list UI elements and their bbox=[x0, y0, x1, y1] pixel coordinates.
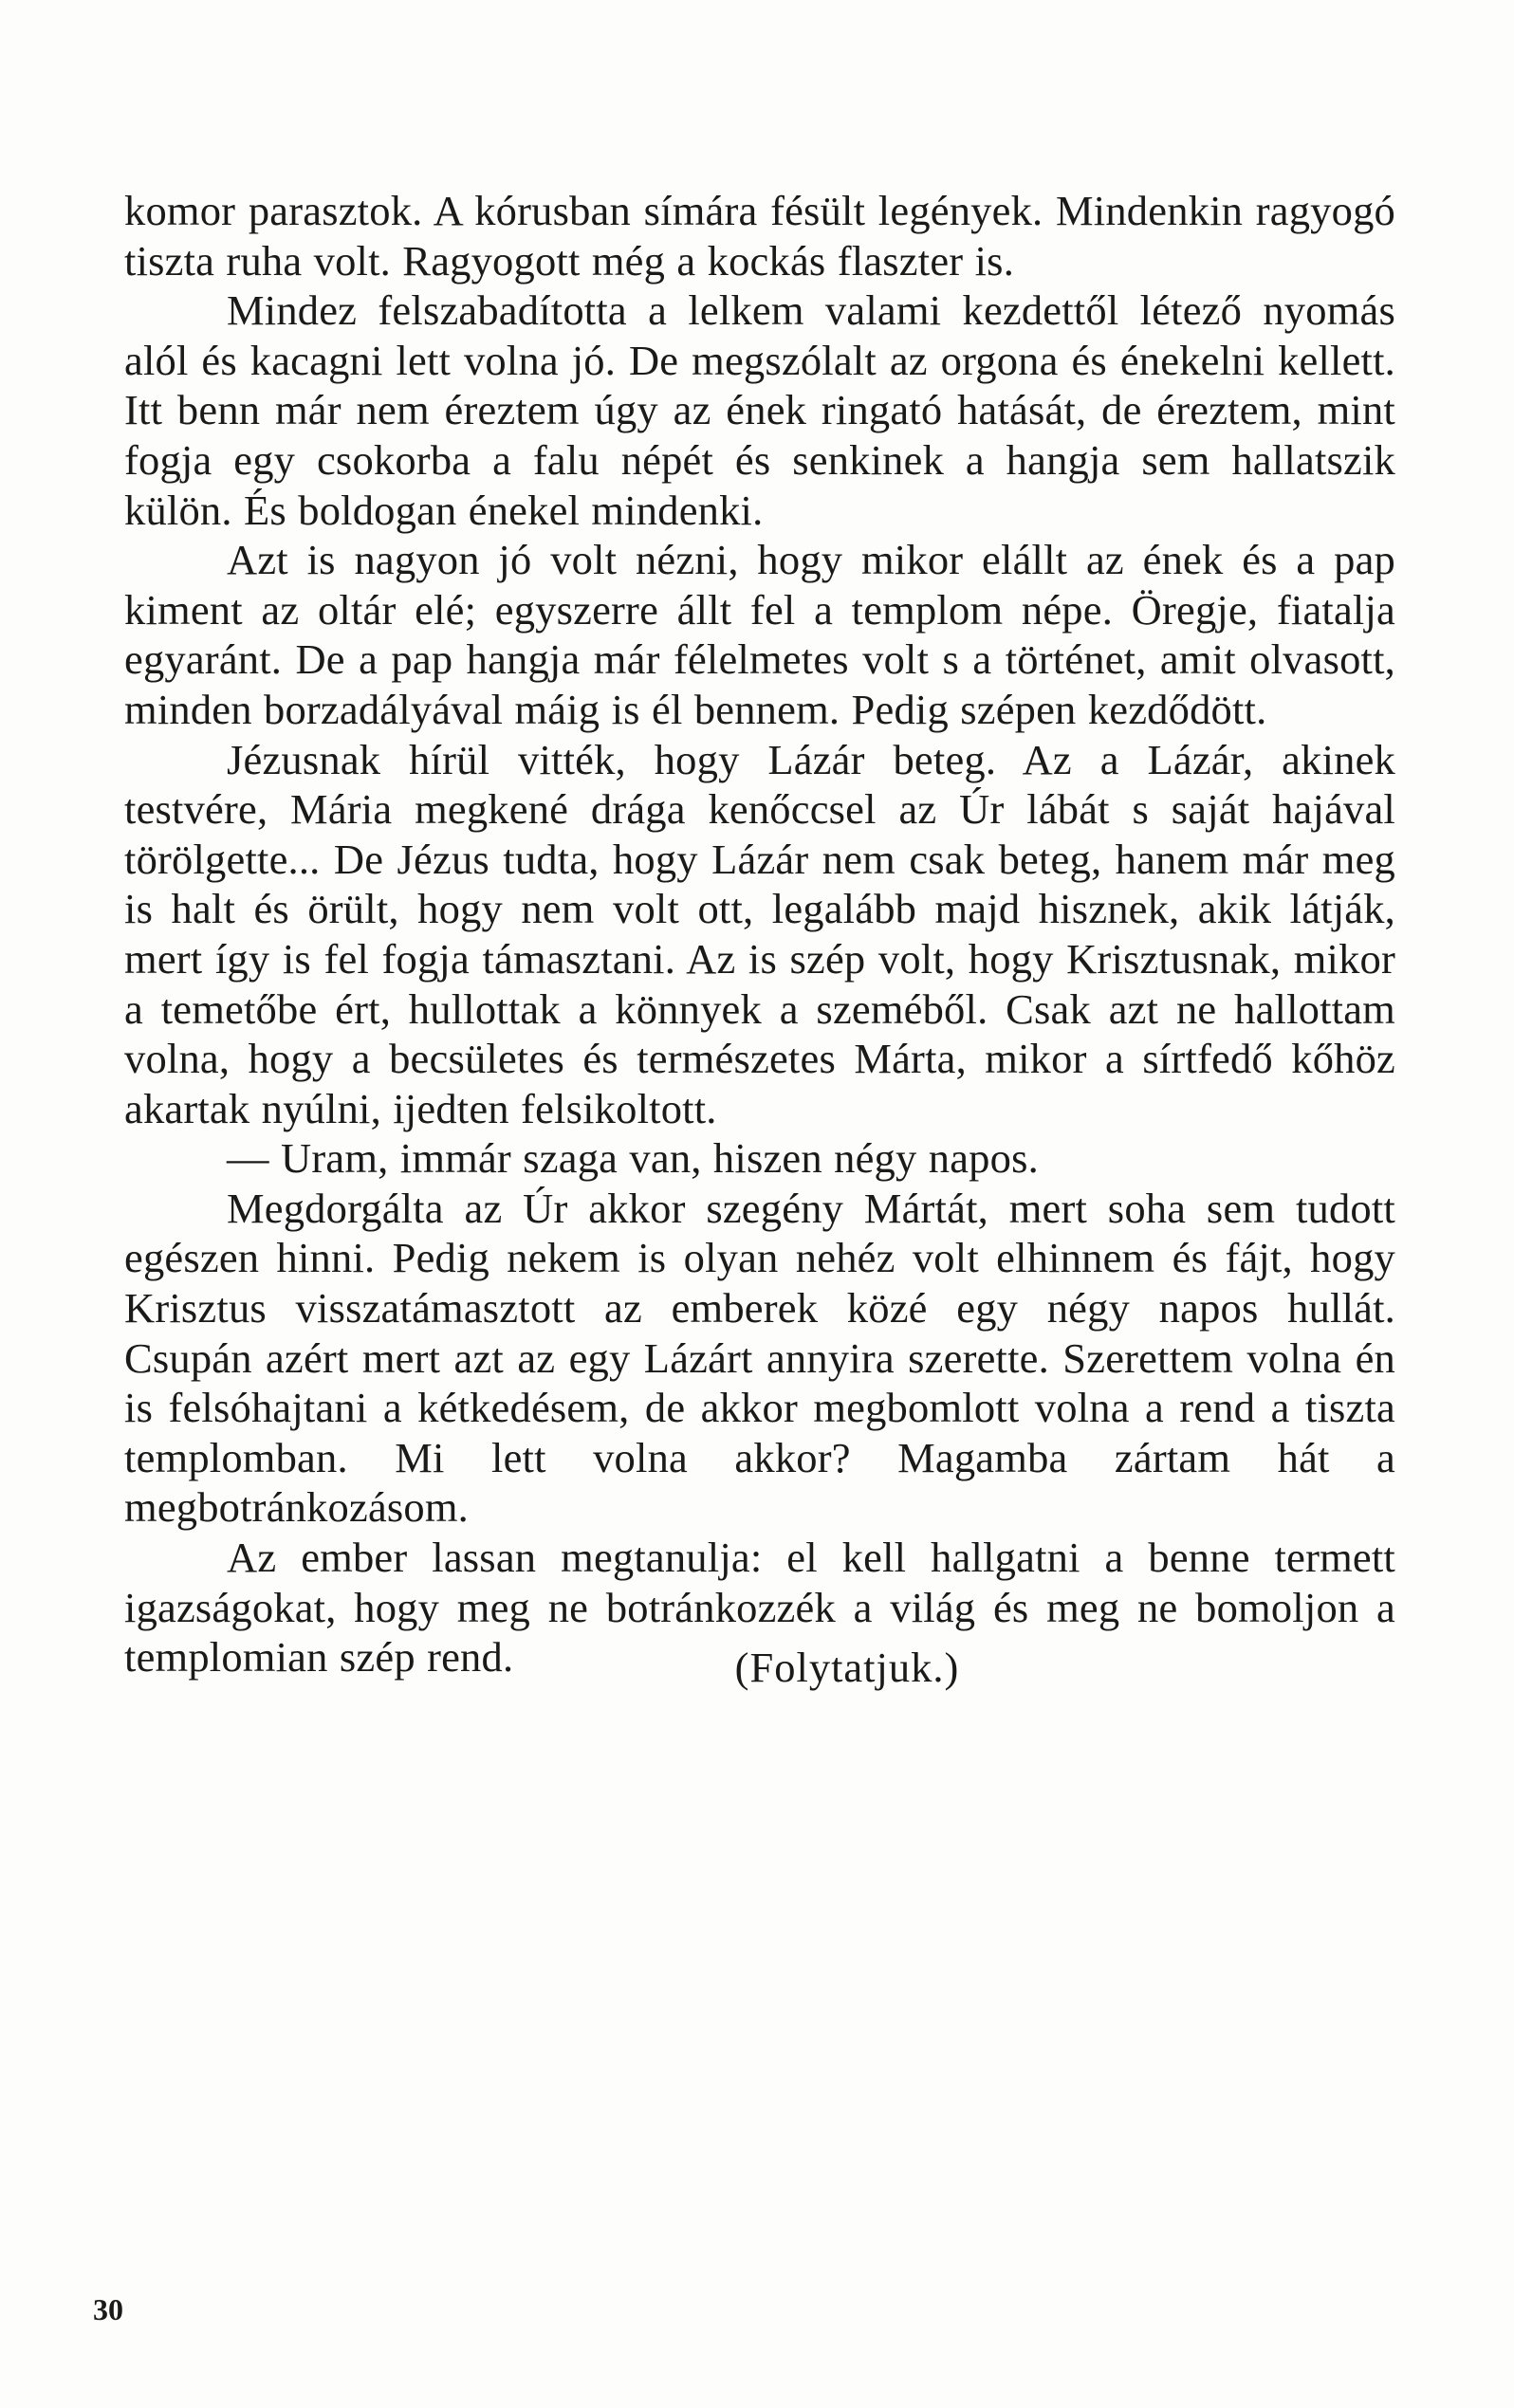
paragraph-1: komor parasztok. A kórusban símára fésült legények. Mindenkin ragyogó tiszta ruha volt. Ragyogott még a kockás flaszter is. bbox=[124, 187, 1395, 285]
dialog-line: — Uram, immár szaga van, hiszen négy napos. bbox=[227, 1134, 1039, 1183]
paragraph-2: Mindez felszabadította a lelkem valami kezdettől létező nyomás alól és kacagni lett volna jó. De megszólalt az orgona és énekelni kellett. Itt benn már nem éreztem úgy az ének ringató hatását, de éreztem, mint fogja egy csokorba a falu népét és senkinek a hangja sem hallatszik külön. És boldogan énekel mindenki. bbox=[124, 286, 1395, 534]
body-text bbox=[124, 186, 1395, 1682]
paragraph-7: Az ember lassan megtanulja: el kell hallgatni a benne termett igazságokat, hogy meg ne botránkozzék a világ és meg ne bomoljon a templomian szép rend. bbox=[124, 1534, 1395, 1682]
paragraph-4: Jézusnak hírül vitték, hogy Lázár beteg. Az a Lázár, akinek testvére, Mária megkené drága kenőccsel az Úr lábát s saját hajával törölgette... De Jézus tudta, hogy Lázár nem csak beteg, hanem már meg is halt és örült, hogy nem volt ott, legalább majd hisznek, akik látják, mert így is fel fogja támasztani. Az is szép volt, hogy Krisztusnak, mikor a temetőbe ért, hullottak a könnyek a szeméből. Csak azt ne hallottam volna, hogy a becsületes és természetes Márta, mikor a sírtfedő kőhöz akartak nyúlni, ijedten felsikoltott. bbox=[124, 735, 1395, 1132]
paragraph-6: Megdorgálta az Úr akkor szegény Mártát, mert soha sem tudott egészen hinni. Pedig nekem is olyan nehéz volt elhinnem és fájt, hogy Krisztus visszatámasztott az emberek közé egy négy napos hullát. Csupán azért mert azt az egy Lázárt annyira szerette. Szerettem volna én is felsóhajtani a kétkedésem, de akkor megbomlott volna a rend a tiszta templomban. Mi lett volna akkor? Magamba zártam hát a megbotránkozásom. bbox=[124, 1184, 1395, 1532]
page-number: 30 bbox=[93, 2292, 123, 2326]
paragraph-3: Azt is nagyon jó volt nézni, hogy mikor elállt az ének és a pap kiment az oltár elé; egyszerre állt fel a templom népe. Öregje, fiatalja egyaránt. De a pap hangja már félelmetes volt s a történet, amit olvasott, minden borzadályával máig is él bennem. Pedig szépen kezdődött. bbox=[124, 536, 1395, 733]
continued-note-text: (Folytatjuk.) bbox=[734, 1644, 960, 1691]
continued-note bbox=[0, 1643, 1514, 1692]
